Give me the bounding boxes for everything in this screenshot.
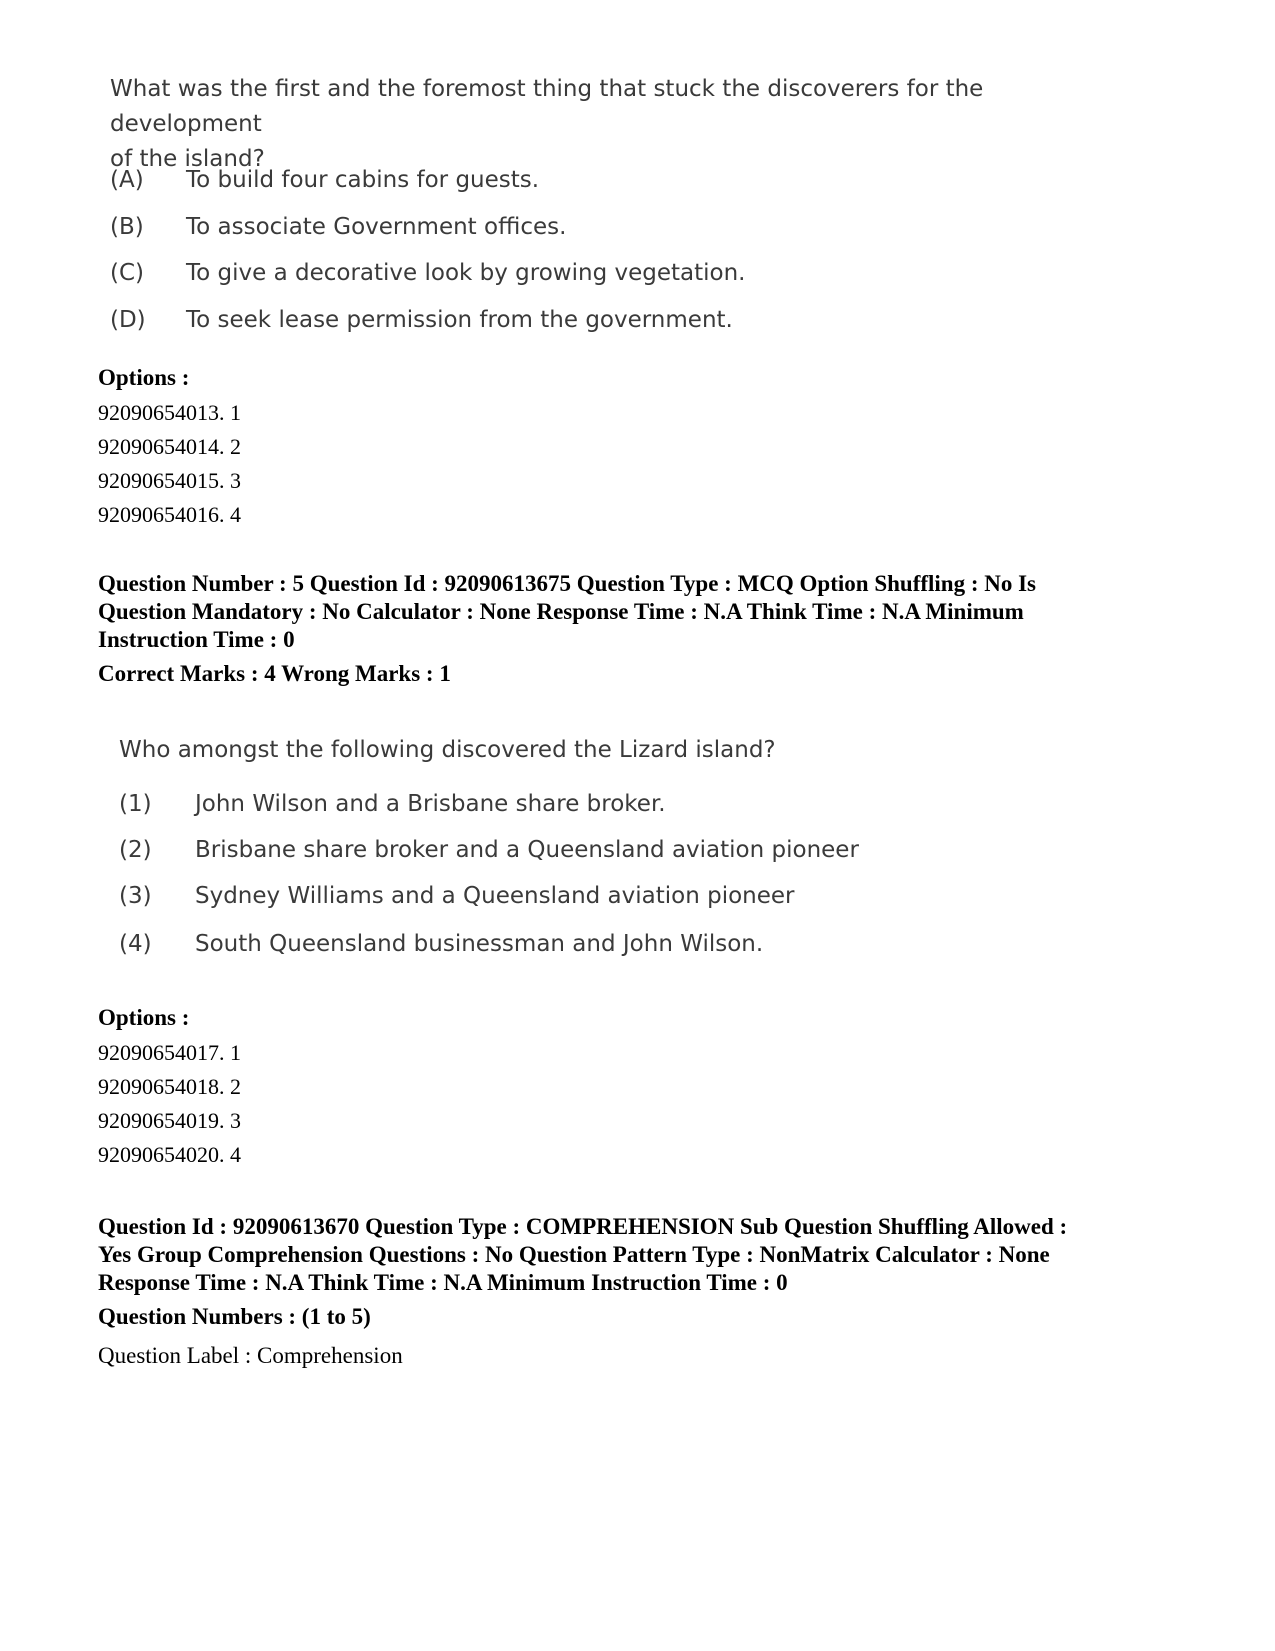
- choice-key: (D): [110, 307, 146, 333]
- choice-text: To associate Government offices.: [186, 214, 567, 240]
- question-5-option-4: 92090654020. 4: [98, 1142, 241, 1167]
- metadata-line: Question Number : 5 Question Id : 92090613675 Question Type : MCQ Option Shuffling : No Is: [98, 571, 1037, 596]
- choice-text: To seek lease permission from the government.: [186, 307, 733, 333]
- metadata-line: Question Mandatory : No Calculator : None Response Time : N.A Think Time : N.A Minimum: [98, 599, 1024, 624]
- question-5-metadata: [98, 570, 1178, 688]
- question-4-option-2: 92090654014. 2: [98, 434, 241, 459]
- choice-text: To build four cabins for guests.: [186, 167, 540, 193]
- choice-text: Sydney Williams and a Queensland aviation pioneer: [195, 883, 795, 909]
- choice-key: (3): [119, 883, 152, 909]
- question-5-option-1: 92090654017. 1: [98, 1040, 241, 1065]
- choice-text: To give a decorative look by growing vegetation.: [186, 260, 746, 286]
- metadata-line: Response Time : N.A Think Time : N.A Minimum Instruction Time : 0: [98, 1270, 788, 1295]
- question-4-options-heading: Options :: [98, 365, 190, 390]
- question-4-option-4: 92090654016. 4: [98, 502, 241, 527]
- comprehension-metadata: [98, 1213, 1178, 1331]
- metadata-line: Instruction Time : 0: [98, 627, 295, 652]
- question-5-option-3: 92090654019. 3: [98, 1108, 241, 1133]
- metadata-line: Question Id : 92090613670 Question Type : COMPREHENSION Sub Question Shuffling Allowed :: [98, 1214, 1068, 1239]
- question-numbers-line: Question Numbers : (1 to 5): [98, 1304, 371, 1329]
- choice-key: (2): [119, 837, 152, 863]
- marks-line: Correct Marks : 4 Wrong Marks : 1: [98, 661, 451, 686]
- question-4-option-3: 92090654015. 3: [98, 468, 241, 493]
- choice-key: (1): [119, 791, 152, 817]
- choice-key: (A): [110, 167, 144, 193]
- choice-text: South Queensland businessman and John Wilson.: [195, 931, 764, 957]
- choice-key: (B): [110, 214, 144, 240]
- question-4-stem-line-1: What was the first and the foremost thing that stuck the discoverers for the development: [110, 76, 984, 137]
- choice-text: Brisbane share broker and a Queensland aviation pioneer: [195, 837, 859, 863]
- question-5-options-heading: Options :: [98, 1005, 190, 1030]
- question-4-stem: [110, 72, 1120, 177]
- choice-key: (4): [119, 931, 152, 957]
- question-5-stem: Who amongst the following discovered the Lizard island?: [119, 737, 776, 763]
- choice-key: (C): [110, 260, 145, 286]
- question-5-option-2: 92090654018. 2: [98, 1074, 241, 1099]
- choice-text: John Wilson and a Brisbane share broker.: [195, 791, 666, 817]
- question-4-option-1: 92090654013. 1: [98, 400, 241, 425]
- metadata-line: Yes Group Comprehension Questions : No Question Pattern Type : NonMatrix Calculator : None: [98, 1242, 1050, 1267]
- question-4-stem-line-2: of the island?: [110, 146, 265, 172]
- question-label: Question Label : Comprehension: [98, 1343, 403, 1368]
